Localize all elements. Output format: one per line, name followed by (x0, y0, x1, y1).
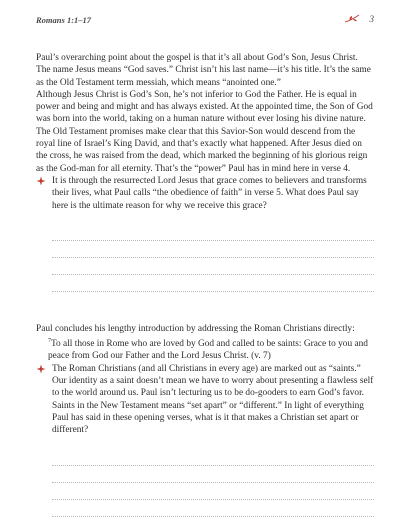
paragraph-conclusion-intro: Paul concludes his lengthy introduction by addressing the Roman Christians directly: (36, 323, 355, 334)
question-2-text: The Roman Christians (and all Christians in every age) are marked out as “saints.” Our identity as a saint doesn’t mean we have to worry about presenting a flawless self to the world around us. Paul isn’t lecturing us to be do-gooders to earn God’s favor. Saints in the New Testament means “set apart” or “different.” In light of everything Paul has said in these opening verses, what is it that makes a Christian set apart or different? (52, 363, 374, 436)
page-number: 3 (369, 14, 374, 24)
answer-lines-1[interactable] (52, 224, 374, 292)
answer-line[interactable] (52, 483, 374, 500)
answer-line[interactable] (52, 275, 374, 292)
verse-text: To all those in Rome who are loved by God and called to be saints: Grace to you and peace from God our Father and the Lord Jesus Christ. (v. 7) (48, 339, 368, 362)
answer-line[interactable] (52, 466, 374, 483)
answer-line[interactable] (52, 258, 374, 275)
question-2 (36, 363, 374, 437)
question-1 (36, 175, 374, 212)
scripture-quote (36, 335, 374, 363)
leaf-sprig-icon (344, 13, 360, 25)
page-body (36, 52, 374, 517)
running-title: Romans 1:1–17 (36, 15, 92, 25)
answer-line[interactable] (52, 224, 374, 241)
red-cross-marker-icon (36, 176, 46, 186)
answer-line[interactable] (52, 500, 374, 517)
answer-line[interactable] (52, 449, 374, 466)
running-header (36, 14, 374, 28)
question-1-text: It is through the resurrected Lord Jesus that grace comes to believers and transforms their lives, what Paul calls “the obedience of faith” in verse 5. What does Paul say here is the ultimate reason for why we receive this grace? (52, 175, 367, 211)
paragraph-gospel-about-son: Paul’s overarching point about the gospel is that it’s all about God’s Son, Jesus Christ. The name Jesus means “God saves.” Christ isn’t his last name—it’s his title. It’s the same as the Old Testament term messiah, which means “anointed one.” (36, 53, 371, 88)
answer-line[interactable] (52, 241, 374, 258)
paragraph-jesus-equal-with-father: Although Jesus Christ is God’s Son, he’s not inferior to God the Father. He is equal in power and being and might and has always existed. At the appointed time, the Son of God was born into the world, taking on a human nature without ever losing his divine nature. The Old Testament promises make clear that this Savior-Son would descend from the royal line of Israel’s King David, and that’s exactly what happened. After Jesus died on the cross, he was raised from the dead, which marked the beginning of his glorious reign as the God-man for all eternity. That’s the “power” Paul has in mind here in verse 4. (36, 89, 373, 174)
red-cross-marker-icon (36, 364, 46, 374)
answer-lines-2[interactable] (52, 449, 374, 517)
verse-number: 7 (48, 338, 51, 345)
